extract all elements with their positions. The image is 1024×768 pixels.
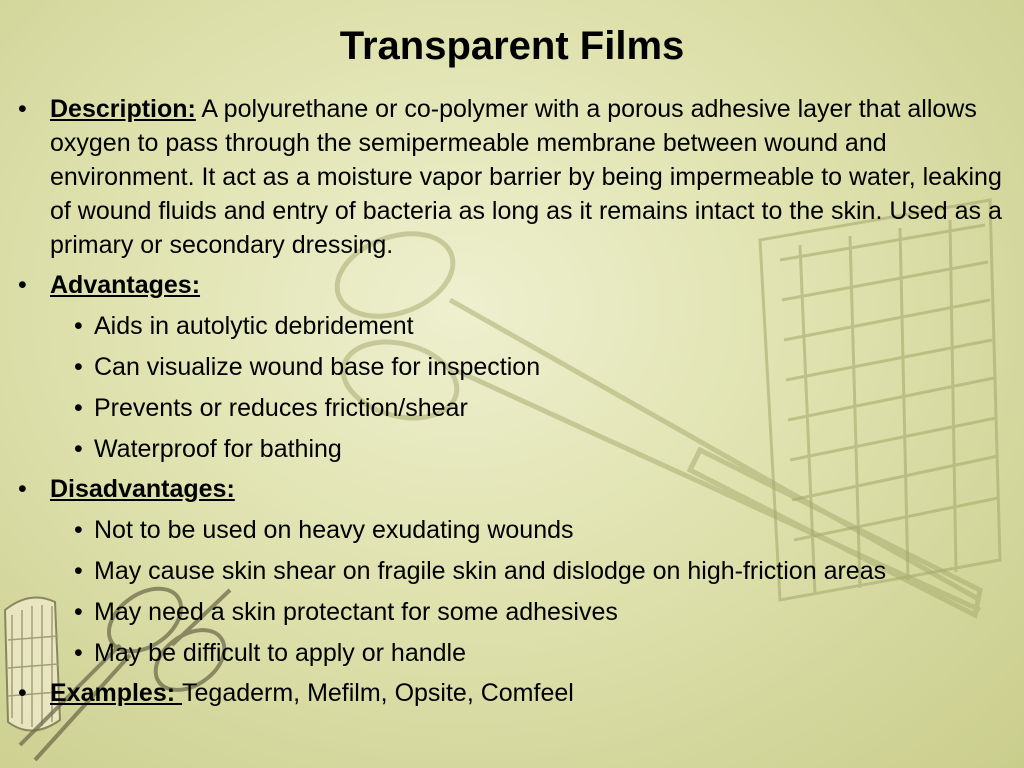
list-item (50, 309, 1018, 343)
slide-title: Transparent Films (339, 24, 685, 68)
advantage-text: Aids in autolytic debridement (94, 312, 414, 340)
list-item (50, 513, 1018, 547)
disadvantage-text: May be difficult to apply or handle (94, 639, 466, 667)
bullet-icon: • (74, 312, 83, 340)
advantage-text: Can visualize wound base for inspection (94, 353, 541, 381)
bullet-advantages (18, 268, 1018, 466)
advantages-list (50, 309, 1018, 466)
advantages-heading: Advantages: (50, 271, 201, 299)
disadvantages-list (50, 513, 1018, 670)
description-heading: Description: (50, 95, 196, 123)
disadvantage-text: Not to be used on heavy exudating wounds (94, 516, 574, 544)
advantage-text: Prevents or reduces friction/shear (94, 394, 468, 422)
list-item (50, 554, 1018, 588)
disadvantages-heading: Disadvantages: (50, 475, 235, 503)
list-item (50, 636, 1018, 670)
bullet-icon: • (74, 557, 83, 585)
list-item (50, 595, 1018, 629)
bullet-icon: • (74, 353, 83, 381)
examples-heading: Examples: (50, 679, 183, 707)
bullet-icon: • (18, 95, 27, 123)
list-item (50, 391, 1018, 425)
bullet-icon: • (18, 271, 27, 299)
bullet-icon: • (18, 475, 27, 503)
list-item (50, 432, 1018, 466)
description-text: A polyurethane or co-polymer with a porous adhesive layer that allows oxygen to pass through the semipermeable membrane between wound and environment. It act as a moisture vapor barrier by being impermeable to water, leaking of wound fluids and entry of bacteria as long as it remains intact to the skin. Used as a primary or secondary dressing. (50, 95, 1002, 259)
disadvantage-text: May need a skin protectant for some adhesives (94, 598, 618, 626)
bullet-examples (18, 676, 1018, 710)
advantage-text: Waterproof for bathing (94, 435, 342, 463)
bullet-disadvantages (18, 472, 1018, 670)
disadvantage-text: May cause skin shear on fragile skin and dislodge on high-friction areas (94, 557, 887, 585)
bullet-icon: • (74, 598, 83, 626)
bullet-icon: • (74, 639, 83, 667)
bullet-description (18, 92, 1018, 262)
slide-body (18, 92, 1018, 716)
bullet-icon: • (74, 394, 83, 422)
examples-text: Tegaderm, Mefilm, Opsite, Comfeel (182, 679, 574, 707)
bullet-icon: • (74, 435, 83, 463)
bullet-icon: • (18, 679, 27, 707)
list-item (50, 350, 1018, 384)
bullet-icon: • (74, 516, 83, 544)
